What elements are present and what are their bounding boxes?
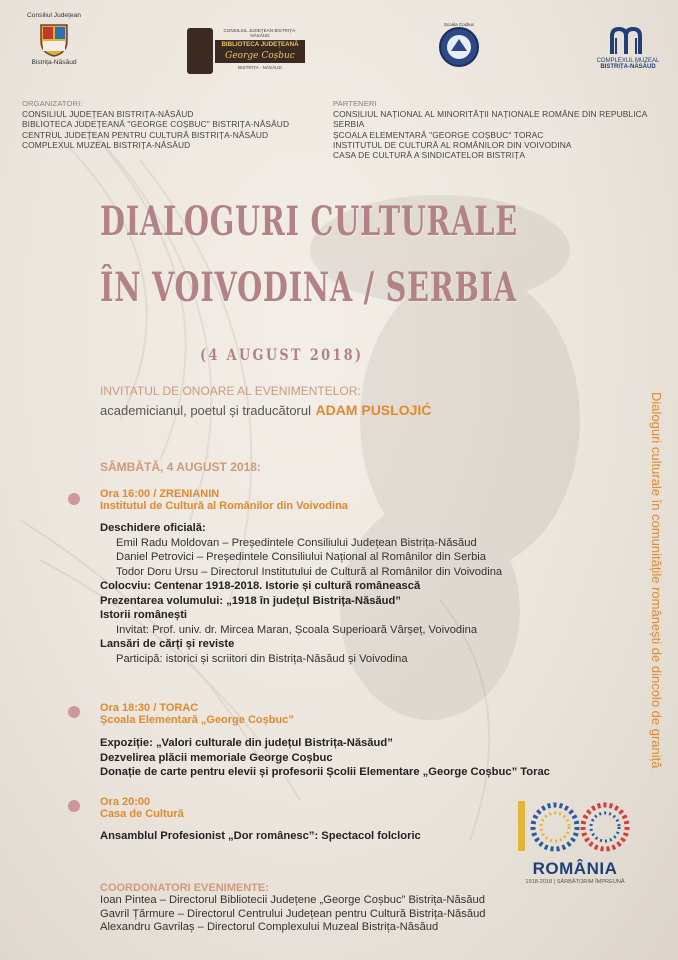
event2-donation: Donație de carte pentru elevii și profesorii Școlii Elementare „George Coșbuc” Torac (100, 766, 550, 778)
muzeu-logo-line2: BISTRIȚA-NĂSĂUD (600, 64, 656, 70)
event2-program (100, 736, 550, 780)
county-shield-icon (39, 23, 69, 57)
consiliu-judetean-logo (22, 12, 86, 66)
event1-book-presentation: Prezentarea volumului: „1918 în județul Bistrița-Năsăud” (100, 594, 401, 607)
scoala-logo-caption: Școala Coșbuc (443, 22, 475, 27)
coordonatori-header: COORDONATORI EVENIMENTE: (100, 882, 269, 894)
organizator-item: CONSILIUL JUDEȚEAN BISTRIȚA-NĂSĂUD (22, 109, 194, 120)
timeline-bullet (68, 800, 80, 812)
museum-m-icon (608, 26, 648, 58)
romania-centenary-logo (510, 795, 640, 895)
title-line-1: DIALOGURI CULTURALE (100, 198, 518, 245)
partener-item: CASA DE CULTURĂ A SINDICATELOR BISTRIȚA (333, 150, 526, 161)
timeline-bullet (68, 706, 80, 718)
school-emblem-icon (438, 26, 480, 68)
event1-program (100, 521, 502, 666)
biblioteca-logo (187, 28, 305, 78)
partener-item: CONSILIUL NAȚIONAL AL MINORITĂȚII NAȚIONALE ROMÂNE DIN REPUBLICA SERBIA (333, 109, 648, 130)
timeline-bullet (68, 493, 80, 505)
partener-item: INSTITUTUL DE CULTURĂ AL ROMÂNILOR DIN VOIVODINA (333, 139, 572, 150)
organizator-item: COMPLEXUL MUZEAL BISTRIȚA-NĂSĂUD (22, 139, 191, 150)
biblioteca-logo-name: BIBLIOTECA JUDEȚEANĂ (215, 40, 305, 49)
event1-launches: Lansări de cărți și reviste (100, 638, 235, 650)
biblioteca-logo-top-text: CONSILIUL JUDEȚEAN BISTRIȚA-NĂSĂUD (223, 28, 297, 38)
coordonator-item: Gavril Țărmure – Directorul Centrului Județean pentru Cultură Bistrița-Năsăud (100, 907, 486, 920)
guest-of-honor-line (100, 402, 431, 420)
event1-time: Ora 16:00 / ZRENIANIN (100, 488, 220, 500)
event1-colloquium: Colocviu: Centenar 1918-2018. Istorie și cultură românească (100, 580, 421, 592)
event2-time: Ora 18:30 / TORAC (100, 702, 199, 714)
coordonatori-block (100, 882, 486, 935)
organizator-item: BIBLIOTECA JUDEȚEANĂ "GEORGE COȘBUC" BISTRIȚA-NĂSĂUD (22, 119, 290, 130)
parteneri-header: PARTENERI (333, 99, 377, 108)
event1-opening: Deschidere oficială: (100, 522, 206, 534)
biblioteca-logo-script: George Coșbuc (215, 49, 305, 63)
scoala-logo (434, 20, 484, 74)
biblioteca-logo-city: BISTRIȚA - NĂSĂUD (238, 65, 282, 70)
organizator-item: CENTRUL JUDEȚEAN PENTRU CULTURĂ BISTRIȚA-NĂSĂUD (22, 129, 269, 140)
event-day: SÂMBĂTĂ, 4 AUGUST 2018: (100, 460, 261, 474)
guest-of-honor-label: INVITATUL DE ONOARE AL EVENIMENTELOR: (100, 384, 361, 398)
complexul-muzeal-logo (594, 26, 662, 70)
event3-ensemble: Ansamblul Profesionist „Dor românesc”: Spectacol folcloric (100, 830, 421, 842)
event1-speaker: Emil Radu Moldovan – Președintele Consiliului Județean Bistrița-Năsăud (116, 536, 477, 549)
parteneri-block (333, 99, 678, 160)
guest-name: ADAM PUSLOJIĆ (315, 402, 432, 418)
event1-stories: Istorii românești (100, 609, 188, 621)
consiliu-logo-top-text: Consiliul Județean (27, 12, 81, 19)
vertical-tagline: Dialoguri culturale în comunitățile românești de dincolo de graniță (649, 392, 664, 769)
event-date-heading: (4 AUGUST 2018) (200, 345, 364, 364)
event1-speaker: Todor Doru Ursu – Directorul Institutului de Cultură al Românilor din Voivodina (116, 565, 503, 578)
romania-wordmark: ROMÂNIA (532, 859, 618, 878)
organizatori-block (22, 99, 289, 150)
event2-plaque: Dezvelirea plăcii memoriale George Coșbuc (100, 751, 333, 764)
event1-participants: Participă: istorici și scriitori din Bistrița-Năsăud și Voivodina (116, 652, 408, 665)
title-line-2: ÎN VOIVODINA / SERBIA (100, 264, 517, 311)
coordonator-item: Alexandru Gavrilaș – Directorul Complexului Muzeal Bistrița-Năsăud (100, 921, 439, 933)
book-icon (187, 28, 213, 74)
organizatori-header: ORGANIZATORI: (22, 99, 83, 108)
muzeu-logo-line1: COMPLEXUL MUZEAL (596, 58, 660, 64)
event1-invited: Invitat: Prof. univ. dr. Mircea Maran, Școala Superioară Vârșeț, Voivodina (116, 623, 478, 636)
partener-item: ȘCOALA ELEMENTARĂ "GEORGE COȘBUC" TORAC (333, 129, 544, 140)
event2-exhibition: Expoziție: „Valori culturale din județul Bistrița-Năsăud” (100, 737, 393, 749)
event1-speaker: Daniel Petrovici – Președintele Consiliului Național al Românilor din Serbia (116, 551, 486, 563)
event1-place: Institutul de Cultură al Românilor din Voivodina (100, 500, 348, 512)
coordonator-item: Ioan Pintea – Directorul Bibliotecii Județene „George Coșbuc” Bistrița-Năsăud (100, 894, 485, 906)
event2-place: Școala Elementară „George Coșbuc” (100, 714, 294, 726)
guest-description: academicianul, poetul și traducătorul (100, 403, 312, 418)
event3-time: Ora 20:00 (100, 796, 151, 808)
consiliu-logo-bottom-text: Bistrița-Năsăud (31, 59, 77, 66)
romania-tagline: 1918-2018 | SĂRBĂTORIM ÎMPREUNĂ (525, 879, 625, 885)
event3-place: Casa de Cultură (100, 808, 184, 820)
